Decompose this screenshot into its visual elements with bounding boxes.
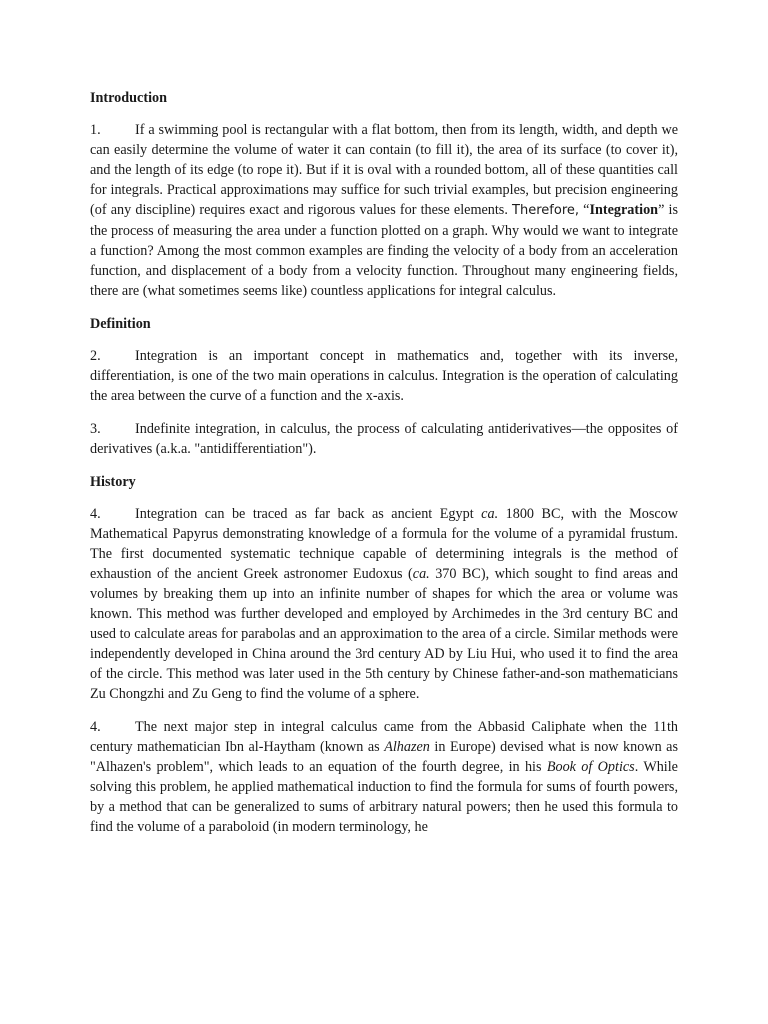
paragraph [90,419,678,459]
bold-term: Integration [589,202,659,218]
section-heading: Introduction [90,90,167,106]
paragraph-text: The next major step in integral calculus came from the Abbasid Caliphate when the 11th century mathematician Ibn al-Haytham (known as [90,719,678,755]
paragraph-text: in Europe) devised what is now known as "Alhazen's problem", which leads to an equation of the fourth degree, in his [90,739,678,775]
italic-text: Book of Optics [546,759,635,775]
paragraph-number: 4. [90,719,101,735]
paragraph-text: Integration is an important concept in mathematics and, together with its inverse, differentiation, is one of the two main operations in calculus. Integration is the operation of calculating the area between the curve of a function and the x-axis. [90,348,678,404]
italic-text: ca. [412,566,430,582]
paragraph-number: 3. [90,421,101,437]
paragraph-text: 370 BC), which sought to find areas and volumes by breaking them up into an infinite number of shapes for which the area or volume was known. This method was further developed and employed by Archimedes in the 3rd century BC and used to calculate areas for parabolas and an approximation to the area of a circle. Similar methods were independently developed in China around the 3rd century AD by Liu Hui, who used it to find the area of the circle. This method was later used in the 5th century by Chinese father-and-son mathematicians Zu Chongzhi and Zu Geng to find the volume of a sphere. [90,566,679,702]
paragraph-number: 4. [90,506,101,522]
paragraph-number: 1. [90,122,101,138]
paragraph-text: Indefinite integration, in calculus, the process of calculating antiderivatives—the opposites of derivatives (a.k.a. "antidifferentiation"). [90,421,678,457]
paragraph-text: . While solving this problem, he applied mathematical induction to find the formula for sums of fourth powers, by a method that can be generalized to sums of arbitrary natural powers; then he used this formula to find the volume of a paraboloid (in modern terminology, he [90,759,678,835]
paragraph [90,504,678,704]
paragraph-text: If a swimming pool is rectangular with a flat bottom, then from its length, width, and depth we can easily determine the volume of water it can contain (to fill it), the area of its surface (to cover it), and the length of its edge (to rope it). But if it is oval with a rounded bottom, all of these quantities call for integrals. Practical approximations may suffice for such trivial examples, but precision engineering (of any discipline) requires exact and rigorous values for these elements. [90,122,678,218]
paragraph [90,120,678,301]
paragraph [90,346,678,406]
paragraph-text: 1800 BC, with the Moscow Mathematical Papyrus demonstrating knowledge of a formula for the volume of a pyramidal frustum. The first documented systematic technique capable of determining integrals is the method of exhaustion of the ancient Greek astronomer Eudoxus ( [90,506,678,582]
section-heading: History [90,474,136,490]
paragraph-text: “ [579,202,590,218]
document-body [90,88,678,850]
paragraph-text: Therefore, [512,203,580,218]
italic-text: ca. [481,506,499,522]
italic-text: Alhazen [384,739,430,755]
paragraph-text: ” is the process of measuring the area under a function plotted on a graph. Why would we want to integrate a function? Among the most common examples are finding the velocity of a body from an acceleration function, and displacement of a body from a velocity function. Throughout many engineering fields, there are (what sometimes seems like) countless applications for integral calculus. [90,202,678,299]
section-heading: Definition [90,316,151,332]
paragraph [90,717,678,837]
paragraph-number: 2. [90,348,101,364]
paragraph-text: Integration can be traced as far back as ancient Egypt [135,506,482,522]
